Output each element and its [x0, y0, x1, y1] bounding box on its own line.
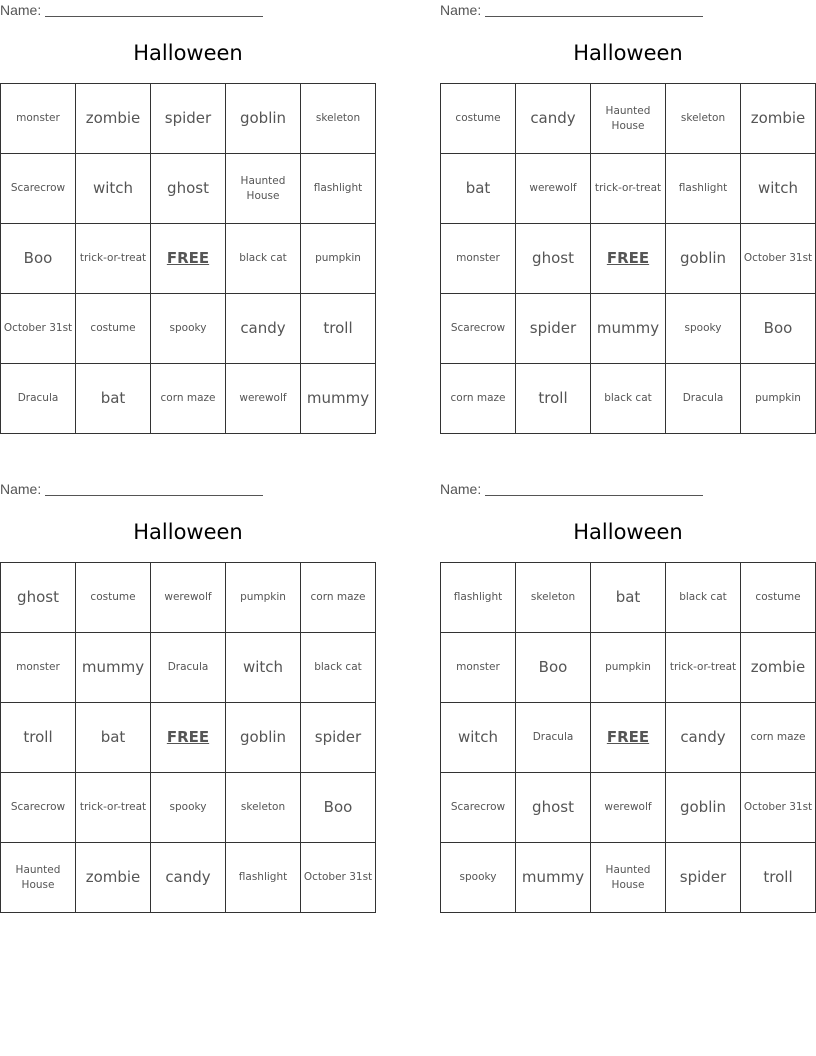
bingo-cell: October 31st: [301, 843, 376, 913]
bingo-cell: pumpkin: [301, 224, 376, 294]
bingo-cell: black cat: [226, 224, 301, 294]
bingo-cell: Dracula: [1, 364, 76, 434]
name-field: [0, 2, 263, 18]
bingo-cell: witch: [226, 633, 301, 703]
bingo-cell: black cat: [301, 633, 376, 703]
bingo-cell: Boo: [1, 224, 76, 294]
free-space: FREE: [591, 703, 666, 773]
card-title: Halloween: [133, 520, 243, 544]
bingo-cell: flashlight: [301, 154, 376, 224]
bingo-cell: mummy: [301, 364, 376, 434]
bingo-cell: candy: [151, 843, 226, 913]
bingo-cell: corn maze: [741, 703, 816, 773]
bingo-cell: troll: [516, 364, 591, 434]
bingo-cell: spooky: [151, 294, 226, 364]
bingo-cell: Scarecrow: [1, 154, 76, 224]
bingo-cell: October 31st: [741, 224, 816, 294]
name-field: [0, 481, 263, 497]
bingo-cell: zombie: [741, 633, 816, 703]
name-label: Name:: [440, 2, 482, 18]
bingo-cell: Boo: [301, 773, 376, 843]
bingo-card: [0, 479, 376, 919]
name-blank-line: [45, 483, 263, 496]
bingo-cell: monster: [441, 224, 516, 294]
bingo-cell: bat: [591, 563, 666, 633]
bingo-cell: flashlight: [226, 843, 301, 913]
bingo-cell: witch: [441, 703, 516, 773]
bingo-cell: Dracula: [151, 633, 226, 703]
bingo-cell: zombie: [741, 84, 816, 154]
free-space: FREE: [151, 703, 226, 773]
bingo-cell: ghost: [1, 563, 76, 633]
bingo-cell: bat: [441, 154, 516, 224]
bingo-cell: goblin: [226, 703, 301, 773]
bingo-cell: Dracula: [516, 703, 591, 773]
bingo-cell: pumpkin: [226, 563, 301, 633]
bingo-cell: mummy: [76, 633, 151, 703]
name-blank-line: [45, 4, 263, 17]
bingo-card: [0, 0, 376, 440]
bingo-cell: witch: [76, 154, 151, 224]
bingo-cell: flashlight: [666, 154, 741, 224]
bingo-cell: ghost: [516, 224, 591, 294]
bingo-cell: costume: [76, 563, 151, 633]
bingo-cell: trick-or-treat: [76, 224, 151, 294]
bingo-cell: costume: [76, 294, 151, 364]
bingo-cell: monster: [1, 633, 76, 703]
bingo-card: [440, 479, 816, 919]
bingo-cell: spider: [301, 703, 376, 773]
bingo-cell: skeleton: [301, 84, 376, 154]
bingo-cell: Haunted House: [591, 84, 666, 154]
bingo-cell: trick-or-treat: [76, 773, 151, 843]
bingo-cell: Boo: [741, 294, 816, 364]
bingo-cell: troll: [1, 703, 76, 773]
bingo-cell: bat: [76, 703, 151, 773]
bingo-cell: Scarecrow: [441, 294, 516, 364]
name-blank-line: [485, 483, 703, 496]
bingo-cell: candy: [666, 703, 741, 773]
bingo-cell: Scarecrow: [441, 773, 516, 843]
card-title: Halloween: [573, 520, 683, 544]
card-title: Halloween: [573, 41, 683, 65]
bingo-grid: [0, 562, 376, 913]
bingo-cell: goblin: [666, 773, 741, 843]
bingo-cell: werewolf: [591, 773, 666, 843]
bingo-cell: witch: [741, 154, 816, 224]
bingo-cell: goblin: [226, 84, 301, 154]
bingo-cell: trick-or-treat: [666, 633, 741, 703]
bingo-cell: skeleton: [516, 563, 591, 633]
name-label: Name:: [0, 481, 42, 497]
name-label: Name:: [440, 481, 482, 497]
bingo-card: [440, 0, 816, 440]
bingo-cell: October 31st: [1, 294, 76, 364]
bingo-cell: spider: [666, 843, 741, 913]
bingo-cell: ghost: [516, 773, 591, 843]
bingo-cell: mummy: [591, 294, 666, 364]
bingo-cell: goblin: [666, 224, 741, 294]
bingo-cell: Haunted House: [1, 843, 76, 913]
bingo-cell: Boo: [516, 633, 591, 703]
bingo-cell: mummy: [516, 843, 591, 913]
name-field: [440, 481, 703, 497]
bingo-cell: bat: [76, 364, 151, 434]
bingo-cell: corn maze: [301, 563, 376, 633]
bingo-cell: costume: [741, 563, 816, 633]
bingo-cell: zombie: [76, 84, 151, 154]
bingo-cell: monster: [441, 633, 516, 703]
bingo-cell: black cat: [666, 563, 741, 633]
bingo-grid: [0, 83, 376, 434]
bingo-cell: corn maze: [151, 364, 226, 434]
card-title: Halloween: [133, 41, 243, 65]
bingo-cell: monster: [1, 84, 76, 154]
name-label: Name:: [0, 2, 42, 18]
bingo-cell: werewolf: [151, 563, 226, 633]
bingo-cell: spooky: [441, 843, 516, 913]
bingo-cell: skeleton: [666, 84, 741, 154]
bingo-cell: corn maze: [441, 364, 516, 434]
free-space: FREE: [151, 224, 226, 294]
bingo-cell: flashlight: [441, 563, 516, 633]
name-blank-line: [485, 4, 703, 17]
bingo-grid: [440, 83, 816, 434]
name-field: [440, 2, 703, 18]
bingo-cell: spooky: [666, 294, 741, 364]
bingo-cell: costume: [441, 84, 516, 154]
bingo-cell: Scarecrow: [1, 773, 76, 843]
bingo-cell: spider: [516, 294, 591, 364]
free-space: FREE: [591, 224, 666, 294]
bingo-grid: [440, 562, 816, 913]
bingo-cell: spider: [151, 84, 226, 154]
bingo-cell: Haunted House: [591, 843, 666, 913]
bingo-cell: werewolf: [516, 154, 591, 224]
bingo-cell: skeleton: [226, 773, 301, 843]
bingo-cell: trick-or-treat: [591, 154, 666, 224]
bingo-cell: October 31st: [741, 773, 816, 843]
bingo-cell: candy: [226, 294, 301, 364]
bingo-cell: troll: [301, 294, 376, 364]
bingo-cell: pumpkin: [591, 633, 666, 703]
bingo-cell: Haunted House: [226, 154, 301, 224]
bingo-cell: troll: [741, 843, 816, 913]
bingo-cell: werewolf: [226, 364, 301, 434]
bingo-cell: spooky: [151, 773, 226, 843]
bingo-cell: zombie: [76, 843, 151, 913]
bingo-cell: black cat: [591, 364, 666, 434]
bingo-cell: Dracula: [666, 364, 741, 434]
bingo-cell: candy: [516, 84, 591, 154]
bingo-cell: ghost: [151, 154, 226, 224]
bingo-cell: pumpkin: [741, 364, 816, 434]
